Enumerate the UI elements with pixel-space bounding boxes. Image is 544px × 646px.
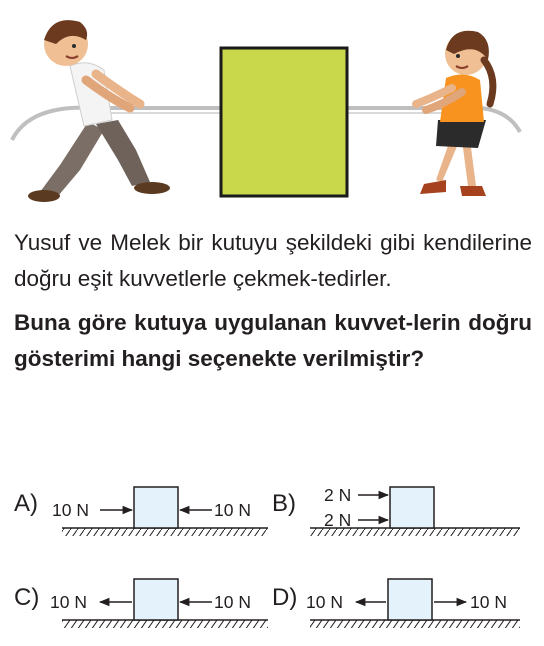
pulled-box: [221, 48, 347, 196]
option-c-left-label: 10 N: [50, 592, 87, 612]
tug-illustration: [0, 0, 544, 215]
question-ask: Buna göre kutuya uygulanan kuvvet-lerin doğru gösterimi hangi seçenekte verilmiştir?: [14, 310, 532, 371]
option-c-letter[interactable]: C): [14, 584, 40, 611]
option-d-box: [388, 579, 432, 620]
option-d-left-label: 10 N: [306, 592, 343, 612]
option-b-box: [390, 487, 434, 528]
option-a-box: [134, 487, 178, 528]
girl-figure: [416, 31, 493, 196]
option-d-letter[interactable]: D): [272, 584, 298, 611]
question-stem: Yusuf ve Melek bir kutuyu şekildeki gibi kendilerine doğru eşit kuvvetlerle çekmek-tedirler.: [14, 230, 532, 291]
option-d-right-label: 10 N: [470, 592, 507, 612]
option-c-right-label: 10 N: [214, 592, 251, 612]
question-block: [14, 225, 532, 377]
answer-options: [0, 470, 544, 646]
option-a-right-label: 10 N: [214, 500, 251, 520]
option-b-bottom-label: 2 N: [324, 510, 352, 530]
option-c-box: [134, 579, 178, 620]
option-a-letter[interactable]: A): [14, 490, 38, 517]
option-b-top-label: 2 N: [324, 485, 352, 505]
option-a-left-label: 10 N: [52, 500, 89, 520]
option-b-letter[interactable]: B): [272, 490, 296, 517]
